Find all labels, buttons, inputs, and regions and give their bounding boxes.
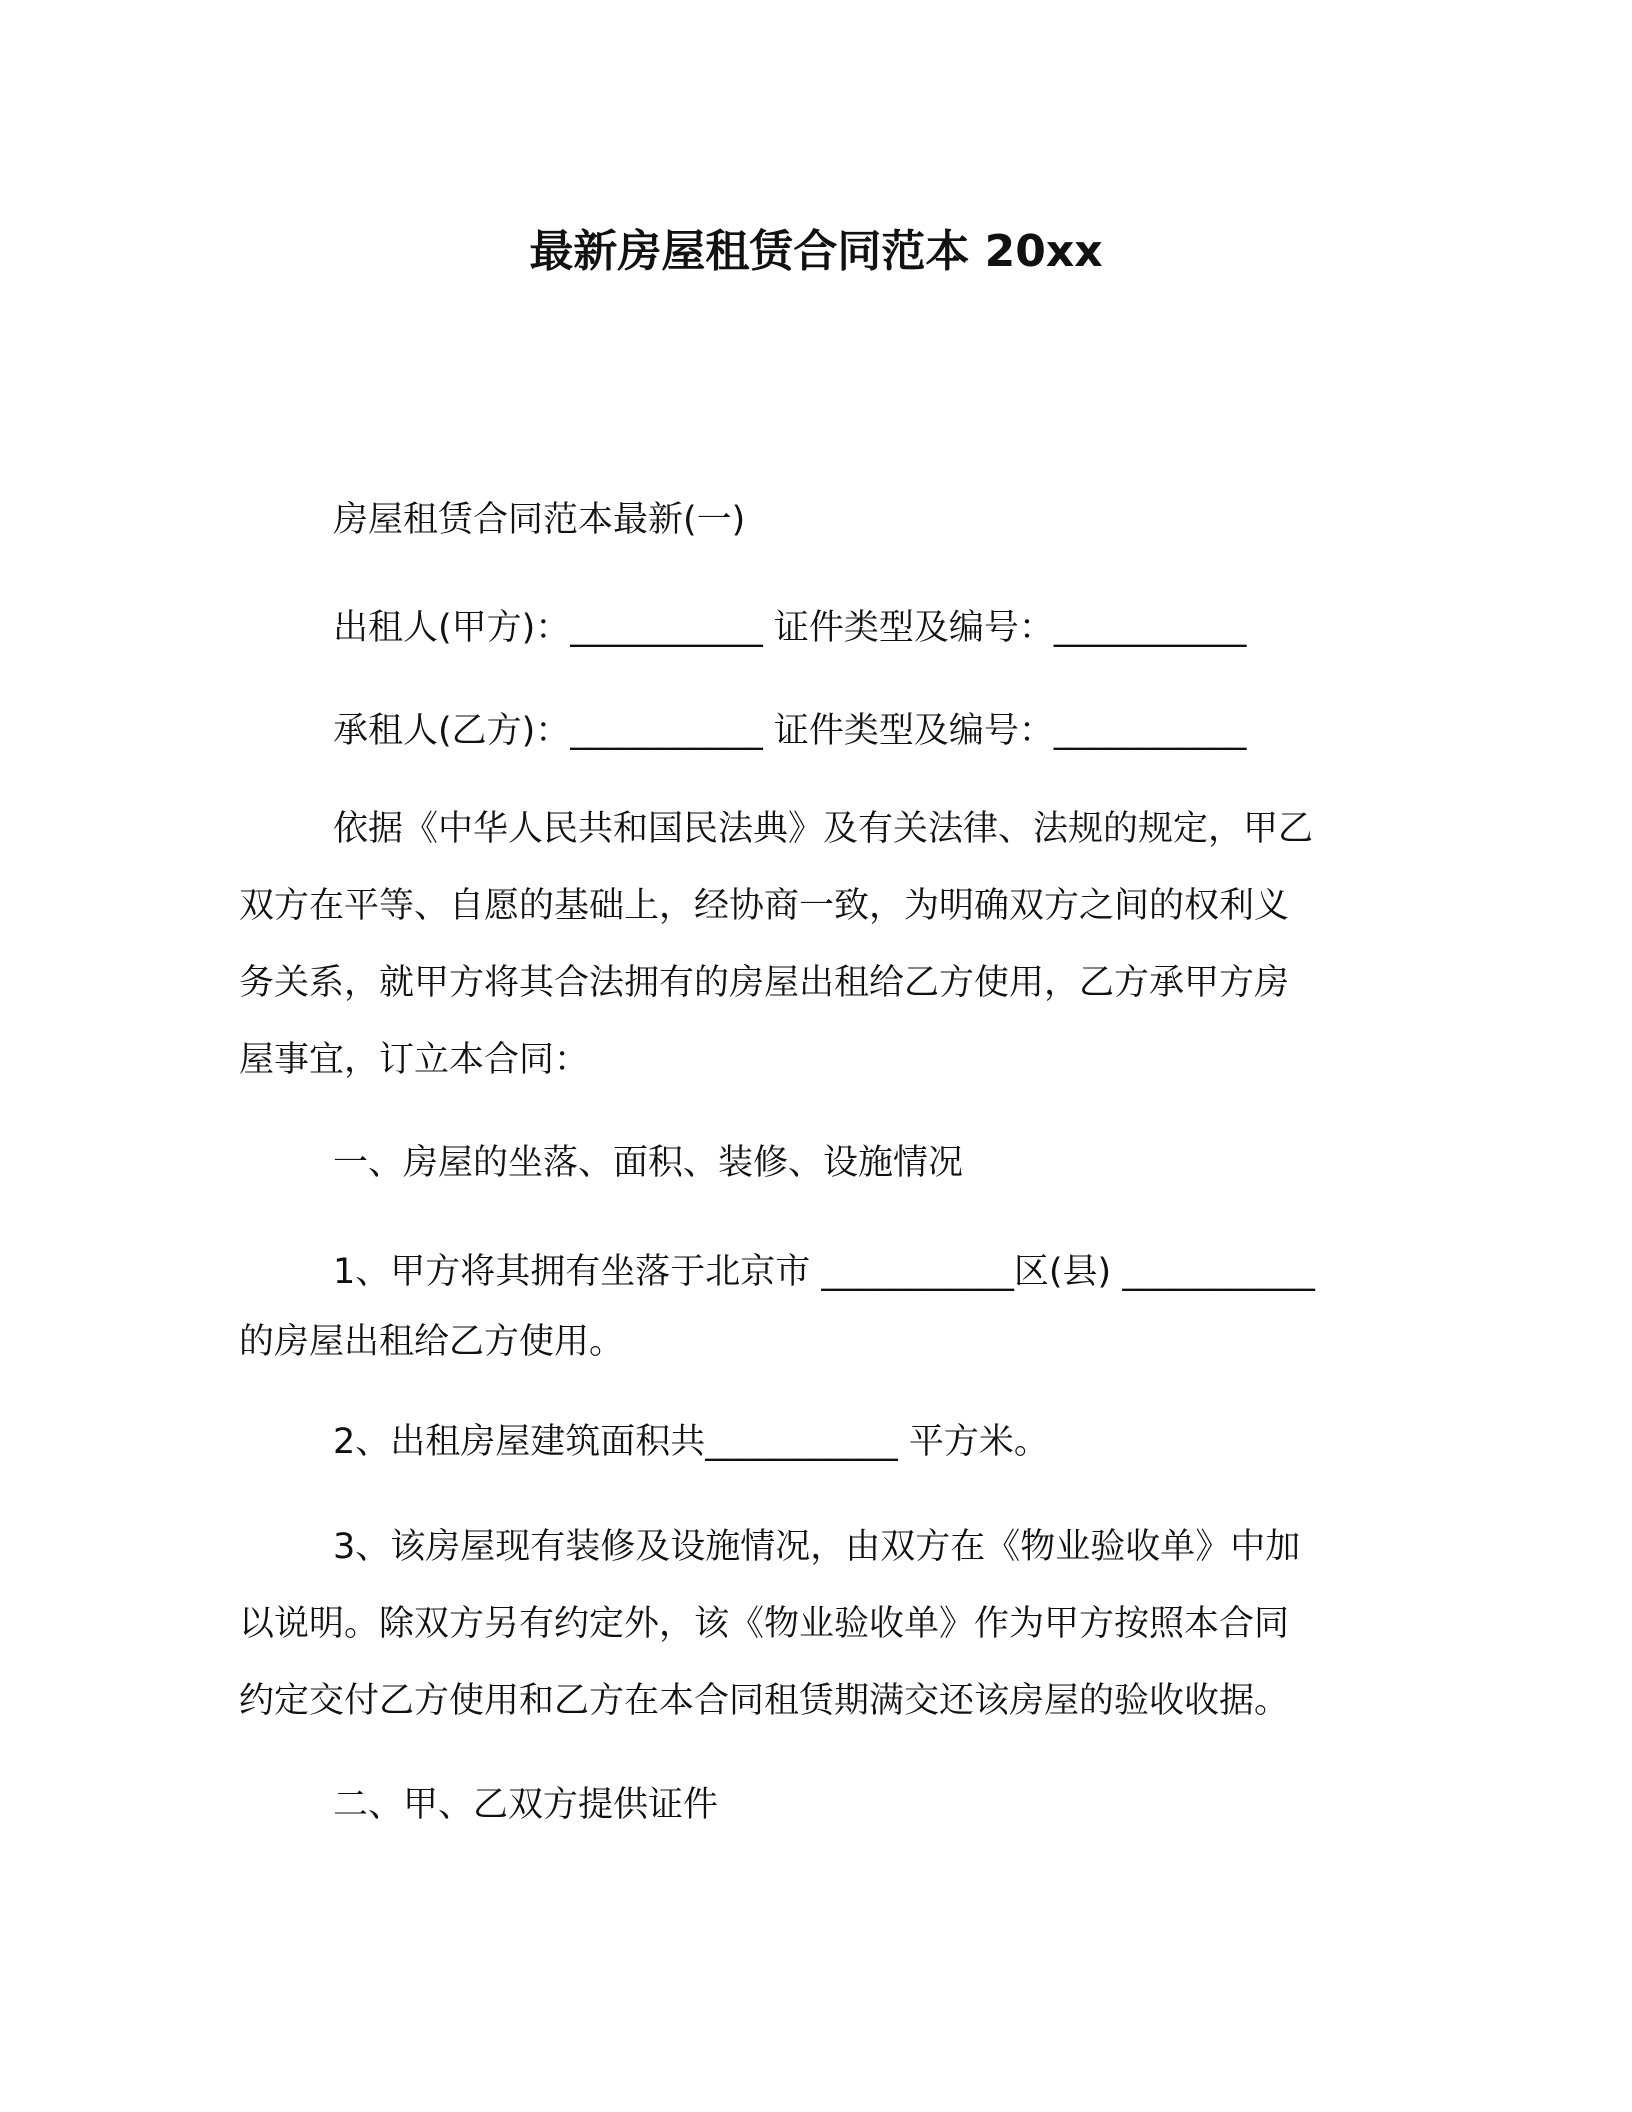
clause-3-line-3: 约定交付乙方使用和乙方在本合同租赁期满交还该房屋的验收收据。 [239,1681,1290,1721]
preamble-line-4: 屋事宜，订立本合同： [239,1040,590,1080]
clause-2-line: 2、出租房屋建筑面积共___________ 平方米。 [333,1422,1049,1462]
clause-3-line-1: 3、该房屋现有装修及设施情况，由双方在《物业验收单》中加 [333,1527,1301,1567]
document-title: 最新房屋租赁合同范本 20xx [529,226,1103,277]
preamble-line-3: 务关系，就甲方将其合法拥有的房屋出租给乙方使用，乙方承甲方房 [239,963,1290,1003]
section-heading-1: 一、房屋的坐落、面积、装修、设施情况 [333,1143,964,1183]
clause-3-line-2: 以说明。除双方另有约定外，该《物业验收单》作为甲方按照本合同 [239,1604,1290,1644]
section-heading-2: 二、甲、乙双方提供证件 [333,1785,719,1825]
clause-1-line-2: 的房屋出租给乙方使用。 [239,1322,625,1362]
preamble-line-1: 依据《中华人民共和国民法典》及有关法律、法规的规定，甲乙 [333,809,1314,849]
section-heading-contract-one: 房屋租赁合同范本最新(一) [333,500,746,540]
lessor-line: 出租人(甲方)：___________ 证件类型及编号：___________ [333,608,1247,648]
clause-1-line-1: 1、甲方将其拥有坐落于北京市 ___________区(县) ___________ [333,1252,1315,1292]
preamble-line-2: 双方在平等、自愿的基础上，经协商一致，为明确双方之间的权利义 [239,886,1290,926]
lessee-line: 承租人(乙方)：___________ 证件类型及编号：___________ [333,711,1247,751]
